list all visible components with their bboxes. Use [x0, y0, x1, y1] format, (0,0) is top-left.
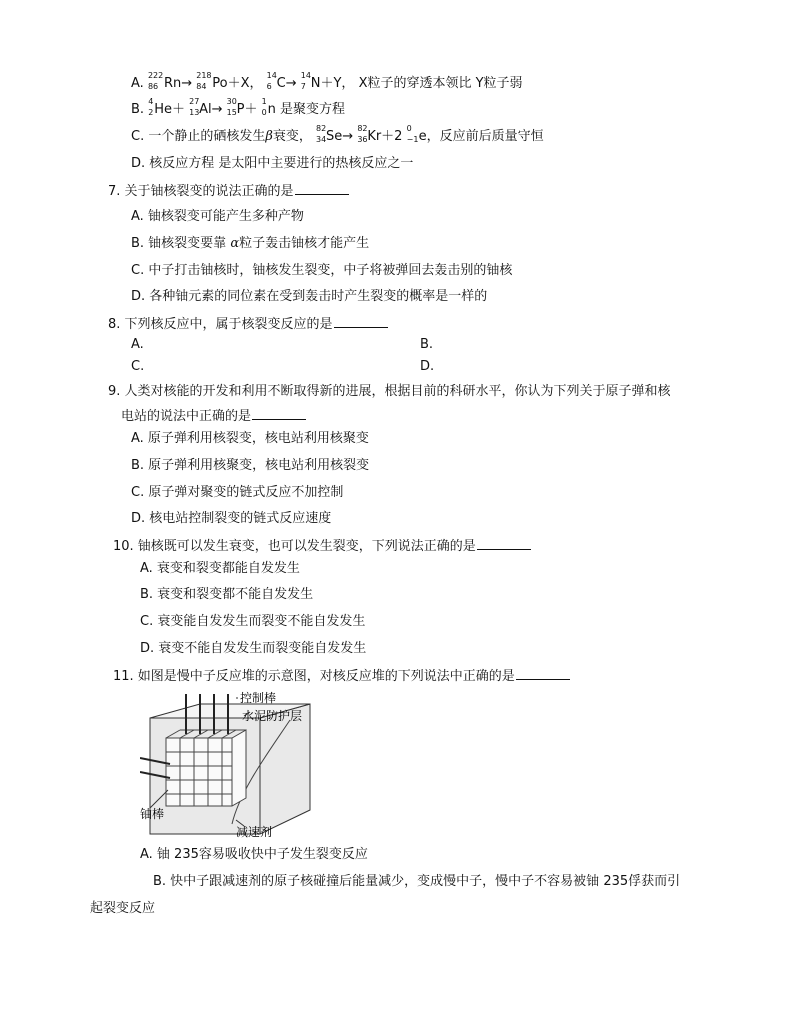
nuclide-al: 27 13 Al→	[189, 97, 223, 117]
q11-option-b-line1: B. 快中子跟减速剂的原子核碰撞后能量减少，变成慢中子，慢中子不容易被铀 235俘获而引	[153, 874, 681, 889]
q9-stem-line1: 9. 人类对核能的开发和利用不断取得新的进展，根据目前的科研水平，你认为下列关于原子弹和核	[108, 384, 671, 399]
nuclide-n: 14 7 N＋Y，	[300, 71, 355, 91]
q8-option-c: C.	[131, 359, 145, 374]
q10-option-b: B. 衰变和裂变都不能自发发生	[140, 587, 314, 602]
nuclide-rn: 222 86 Rn→	[147, 71, 193, 91]
q9-option-b: B. 原子弹利用核聚变，核电站利用核裂变	[131, 458, 370, 473]
q7-option-c: C. 中子打击铀核时，铀核发生裂变，中子将被弹回去轰击别的铀核	[131, 263, 513, 278]
answer-blank[interactable]	[477, 537, 531, 550]
q8-option-b: B.	[420, 337, 434, 352]
q9-option-a: A. 原子弹利用核裂变，核电站利用核聚变	[131, 431, 369, 446]
label-uranium-rod: 铀棒	[140, 807, 165, 821]
q7-stem: 7. 关于铀核裂变的说法正确的是	[108, 182, 349, 201]
q8-option-a: A.	[131, 337, 144, 352]
q11-option-a: A. 铀 235容易吸收快中子发生裂变反应	[140, 847, 368, 862]
nuclide-p: 30 15 P＋	[226, 97, 258, 117]
answer-blank[interactable]	[516, 667, 570, 680]
nuclide-po: 218 84 Po＋X，	[196, 71, 263, 91]
answer-blank[interactable]	[334, 315, 388, 328]
nuclide-se: 82 34 Se→	[316, 124, 354, 144]
q7-option-a: A. 铀核裂变可能产生多种产物	[131, 209, 304, 224]
label-control-rod: 控制棒	[240, 691, 277, 705]
nuclide-kr: 82 36 Kr＋2	[357, 124, 403, 144]
q6-option-b: B. 4 2 He＋ 27 13 Al→ 30 15 P＋ 1 0 n 是聚变方程	[131, 97, 346, 117]
q6-option-d: D. 核反应方程 是太阳中主要进行的热核反应之一	[131, 156, 414, 171]
q8-stem: 8. 下列核反应中，属于核裂变反应的是	[108, 315, 388, 334]
answer-blank[interactable]	[295, 182, 349, 195]
answer-blank[interactable]	[252, 407, 306, 420]
q10-option-d: D. 衰变不能自发发生而裂变能自发发生	[140, 641, 367, 656]
label-moderator: 减速剂	[236, 825, 273, 838]
q8-option-d: D.	[420, 359, 435, 374]
nuclide-neutron: 1 0 n 是聚变方程	[261, 97, 346, 117]
nuclide-c: 14 6 C→	[266, 71, 297, 91]
q9-option-c: C. 原子弹对聚变的链式反应不加控制	[131, 485, 344, 500]
q7-option-b: B. 铀核裂变要靠 α粒子轰击铀核才能产生	[131, 236, 370, 251]
q10-option-c: C. 衰变能自发发生而裂变不能自发发生	[140, 614, 366, 629]
q7-option-d: D. 各种铀元素的同位素在受到轰击时产生裂变的概率是一样的	[131, 289, 488, 304]
q10-option-a: A. 衰变和裂变都能自发发生	[140, 561, 300, 576]
q9-option-d: D. 核电站控制裂变的链式反应速度	[131, 511, 332, 526]
q6-option-c: C. 一个静止的硒核发生β衰变， 82 34 Se→ 82 36 Kr＋2 0 −1 e，反应前后质量守恒	[131, 124, 544, 144]
q6-option-a: A. 222 86 Rn→ 218 84 Po＋X， 14 6 C→ 14 7 N＋Y， X粒子的穿透本领比 Y粒子弱	[131, 71, 523, 91]
q11-option-b-line2: 起裂变反应	[90, 901, 156, 916]
nuclide-e: 0 −1 e，反应前后质量守恒	[406, 124, 544, 144]
nuclide-he: 4 2 He＋	[148, 97, 185, 117]
reactor-diagram	[140, 690, 320, 838]
q9-stem-line2: 电站的说法中正确的是	[121, 407, 306, 426]
q10-stem: 10. 铀核既可以发生衰变，也可以发生裂变，下列说法正确的是	[113, 537, 531, 556]
label-concrete-layer: 水泥防护层	[242, 709, 303, 723]
q11-stem: 11. 如图是慢中子反应堆的示意图，对核反应堆的下列说法中正确的是	[113, 667, 570, 686]
